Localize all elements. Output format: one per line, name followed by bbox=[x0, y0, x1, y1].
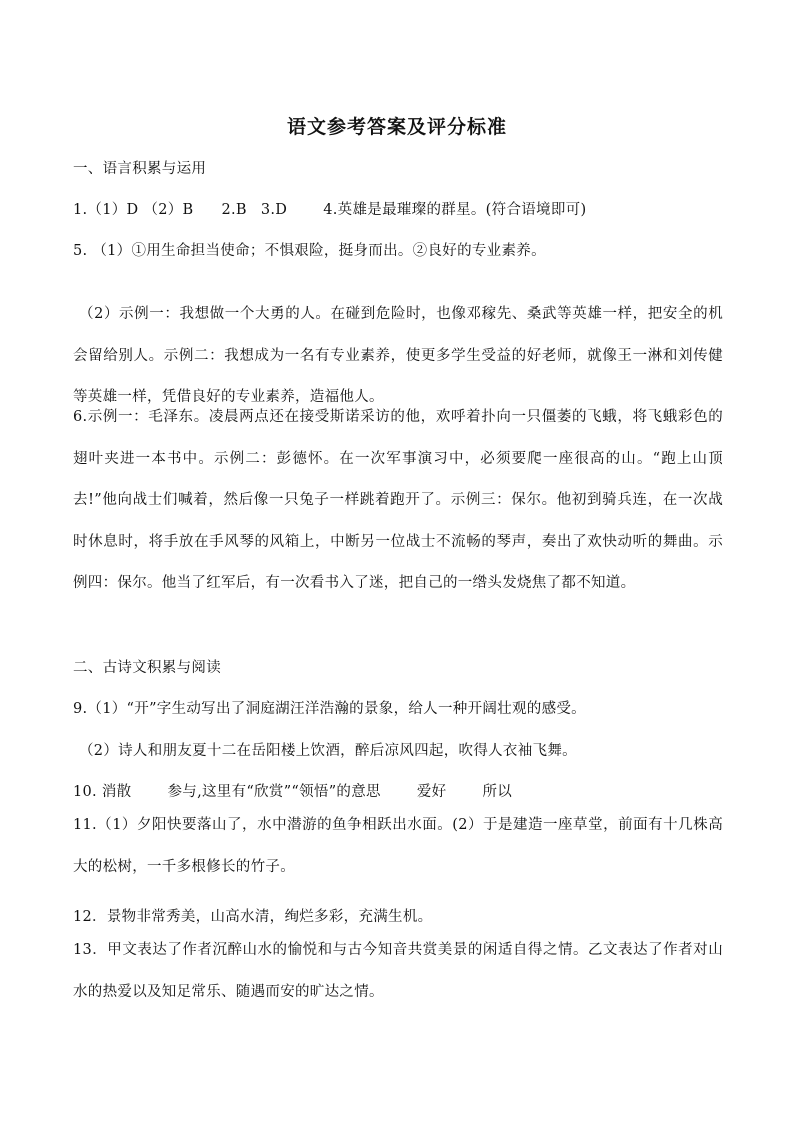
answer-q6: 6.示例一：毛泽东。凌晨两点还在接受斯诺采访的他，欢呼着扑向一只僵萎的飞蛾，将飞蛾彩色的翅叶夹进一本书中。示例二：彭德怀。在一次军事演习中，必须要爬一座很高的山。“跑上山顶去!”他向战士们喊着，然后像一只兔子一样跳着跑开了。示例三：保尔。他初到骑兵连，在一次战时休息时，将手放在手风琴的风箱上，中断另一位战士不流畅的琴声，奏出了欢快动听的舞曲。示例四：保尔。他当了红军后，有一次看书入了迷，把自己的一绺头发烧焦了都不知道。 bbox=[73, 409, 723, 591]
answer-q10-2: 参与,这里有“欣赏”“领悟”的意思 bbox=[167, 784, 381, 800]
answer-q9-part1: 9.（1）“开”字生动写出了洞庭湖汪洋浩瀚的景象，给人一种开阔壮观的感受。 bbox=[73, 701, 586, 717]
answer-q10 bbox=[73, 780, 512, 801]
answer-q10-3: 爱好 bbox=[416, 784, 447, 800]
answer-q5-part1: 5. （1）①用生命担当使命；不惧艰险，挺身而出。②良好的专业素养。 bbox=[73, 243, 546, 259]
answer-q10-1: 10. 消散 bbox=[73, 784, 132, 800]
answer-q10-4: 所以 bbox=[482, 784, 513, 800]
answer-q1-4 bbox=[73, 198, 586, 219]
section-heading-language-use: 一、语言积累与运用 bbox=[73, 161, 207, 177]
answer-q1: 1.（1）D （2）B bbox=[73, 202, 194, 218]
answer-q3: 3.D bbox=[260, 202, 288, 218]
answer-q5-part2: （2）示例一：我想做一个大勇的人。在碰到危险时，也像邓稼先、桑武等英雄一样，把安全的机会留给别人。示例二：我想成为一名有专业素养，使更多学生受益的好老师，就像王一淋和刘传健等英雄一样，凭借良好的专业素养，造福他人。 bbox=[73, 306, 723, 405]
answer-q12: 12．景物非常秀美，山高水清，绚烂多彩，充满生机。 bbox=[73, 909, 433, 925]
answer-q11: 11.（1）夕阳快要落山了，水中潜游的鱼争相跃出水面。(2）于是建造一座草堂，前面有十几株高大的松树，一千多根修长的竹子。 bbox=[73, 817, 723, 875]
section-heading-classical-reading: 二、古诗文积累与阅读 bbox=[73, 660, 221, 676]
answer-q2: 2.B bbox=[221, 202, 247, 218]
answer-q13: 13．甲文表达了作者沉醉山水的愉悦和与古今知音共赏美景的闲适自得之情。乙文表达了作者对山水的热爱以及知足常乐、随遇而安的旷达之情。 bbox=[73, 942, 723, 1000]
page-title: 语文参考答案及评分标准 bbox=[286, 116, 507, 138]
answer-q4: 4.英雄是最璀璨的群星。(符合语境即可) bbox=[323, 202, 587, 218]
answer-q9-part2: （2）诗人和朋友夏十二在岳阳楼上饮酒，醉后凉风四起，吹得人衣袖飞舞。 bbox=[79, 743, 577, 759]
